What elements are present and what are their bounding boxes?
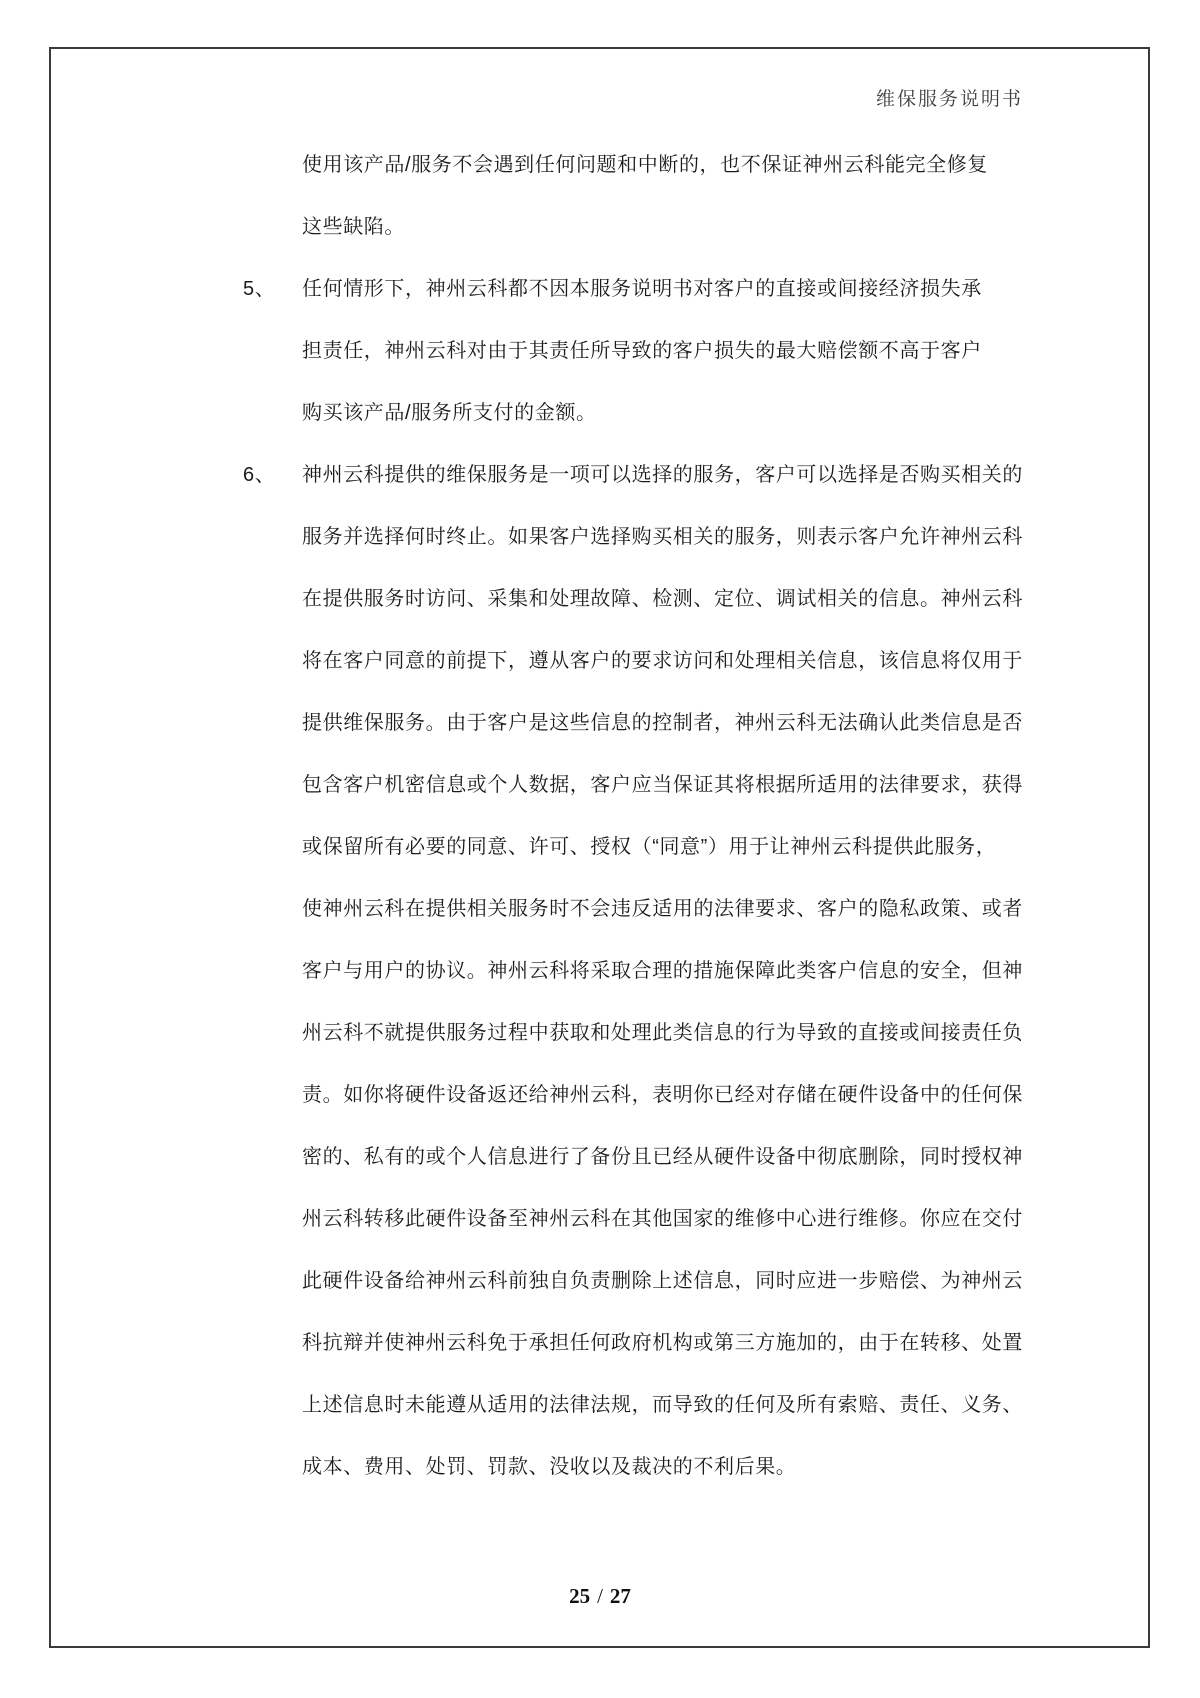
text-line: 提供维保服务。由于客户是这些信息的控制者，神州云科无法确认此类信息是否 [302,712,1023,734]
text-line: 责。如你将硬件设备返还给神州云科，表明你已经对存储在硬件设备中的任何保 [302,1084,1023,1106]
text-line: 将在客户同意的前提下，遵从客户的要求访问和处理相关信息，该信息将仅用于 [302,650,1023,672]
text-line: 任何情形下，神州云科都不因本服务说明书对客户的直接或间接经济损失承 [302,278,982,300]
text-line: 科抗辩并使神州云科免于承担任何政府机构或第三方施加的，由于在转移、处置 [302,1332,1023,1354]
list-number-6: 6、 [243,464,276,486]
text-line: 客户与用户的协议。神州云科将采取合理的措施保障此类客户信息的安全，但神 [302,960,1023,982]
text-line: 包含客户机密信息或个人数据，客户应当保证其将根据所适用的法律要求，获得 [302,774,1023,796]
text-line: 神州云科提供的维保服务是一项可以选择的服务，客户可以选择是否购买相关的 [302,464,1023,486]
page-number-separator: / [597,1584,603,1608]
text-line: 成本、费用、处罚、罚款、没收以及裁决的不利后果。 [302,1456,797,1478]
document-body [243,134,1023,1498]
paragraph-item-6 [243,444,1023,1498]
text-line: 州云科不就提供服务过程中获取和处理此类信息的行为导致的直接或间接责任负 [302,1022,1023,1044]
paragraph-continuation [302,134,1008,258]
text-line: 担责任，神州云科对由于其责任所导致的客户损失的最大赔偿额不高于客户 [302,340,982,362]
page-number-current: 25 [569,1584,591,1608]
paragraph-item-5 [243,258,1008,444]
page-number-total: 27 [609,1584,631,1608]
list-number-5: 5、 [243,278,276,300]
text-line: 使神州云科在提供相关服务时不会违反适用的法律要求、客户的隐私政策、或者 [302,898,1023,920]
text-line: 购买该产品/服务所支付的金额。 [302,402,597,424]
page-footer [0,1584,1200,1609]
header-doc-title: 维保服务说明书 [875,89,1023,110]
text-line: 使用该产品/服务不会遇到任何问题和中断的，也不保证神州云科能完全修复 [302,154,988,176]
text-line: 州云科转移此硬件设备至神州云科在其他国家的维修中心进行维修。你应在交付 [302,1208,1023,1230]
text-line: 这些缺陷。 [302,216,405,238]
text-line: 或保留所有必要的同意、许可、授权（“同意”）用于让神州云科提供此服务， [302,836,997,858]
text-line: 在提供服务时访问、采集和处理故障、检测、定位、调试相关的信息。神州云科 [302,588,1023,610]
text-line: 密的、私有的或个人信息进行了备份且已经从硬件设备中彻底删除，同时授权神 [302,1146,1023,1168]
text-line: 此硬件设备给神州云科前独自负责删除上述信息，同时应进一步赔偿、为神州云 [302,1270,1023,1292]
text-line: 服务并选择何时终止。如果客户选择购买相关的服务，则表示客户允许神州云科 [302,526,1023,548]
text-line: 上述信息时未能遵从适用的法律法规，而导致的任何及所有索赔、责任、义务、 [302,1394,1023,1416]
